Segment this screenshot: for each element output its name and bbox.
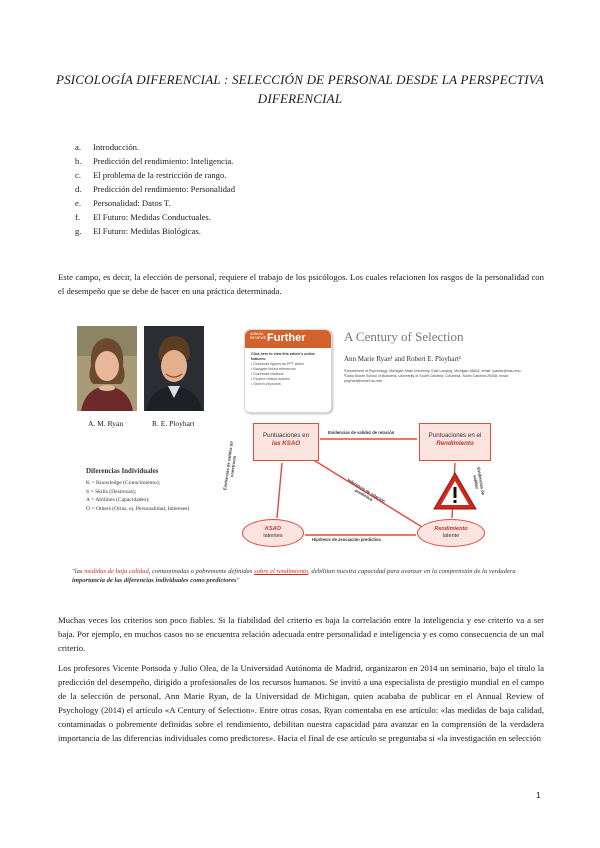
toc-letter: g.	[75, 226, 82, 236]
connector-label-right: Evidencias de validez	[472, 466, 486, 496]
latent-performance-box	[417, 519, 485, 547]
toc-letter: c.	[75, 170, 81, 180]
arrow-left	[277, 463, 282, 518]
toc-letter: e.	[75, 198, 81, 208]
photo-caption-ployhart: R. E. Ployhart	[152, 419, 195, 428]
quote-part: "	[236, 577, 240, 584]
further-item: • Download citations	[251, 372, 284, 376]
toc-text: El Futuro: Medidas Conductuales.	[93, 212, 211, 222]
latent-ksao-box	[242, 519, 304, 547]
toc-text: Predicción del rendimiento: Personalidad	[93, 184, 235, 194]
individual-differences-legend	[86, 467, 246, 513]
legend-line: A = Abilities (Capacidades);	[86, 497, 150, 503]
selection-figure	[72, 323, 542, 593]
toc-letter: d.	[75, 184, 82, 194]
further-click-text: Click here to view this article's online features:	[251, 352, 315, 361]
box-label-emphasis: KSAO	[265, 526, 281, 532]
toc-item	[75, 182, 235, 196]
box-label: latente	[442, 533, 460, 539]
toc-text: El Futuro: Medidas Biológicas.	[93, 226, 201, 236]
quote-highlight: medidas de baja calidad	[84, 568, 149, 575]
further-item: • Download figures as PPT slides	[251, 362, 304, 366]
table-of-contents	[75, 140, 235, 238]
connector-label-left: Evidencias de validez de constructo	[222, 440, 238, 491]
toc-text: Predicción del rendimiento: Inteligencia.	[93, 156, 234, 166]
box-label-emphasis: Rendimiento	[434, 526, 468, 532]
further-item: • Explore related articles	[251, 377, 290, 381]
toc-item	[75, 210, 235, 224]
intro-paragraph: Este campo, es decir, la elección de personal, requiere el trabajo de los psicólogos. Los cuales relacionen los rasgos de la personalidad con el desempeño que se debe de hacer en una práctica determinada.	[58, 272, 544, 296]
toc-text: Personalidad: Datos T.	[93, 198, 171, 208]
toc-text: Introducción.	[93, 142, 140, 152]
figure-quote	[72, 567, 542, 585]
article-title: A Century of Selection	[344, 329, 464, 344]
quote-emphasis: importancia de las diferencias individuales como predictores	[72, 577, 237, 584]
legend-title: Diferencias Individuales	[86, 467, 159, 475]
box-label: Puntuaciones en	[262, 432, 310, 439]
further-word: Further	[267, 332, 306, 344]
quote-part: , debilitan nuestra capacidad para avanzar en la comprensión de la verdadera	[308, 568, 516, 575]
document-title: PSICOLOGÍA DIFERENCIAL : SELECCIÓN DE PERSONAL DESDE LA PERSPECTIVA DIFERENCIAL	[55, 72, 545, 106]
seminar-paragraph: Los profesores Vicente Ponsoda y Julio Olea, de la Universidad Autónoma de Madrid, organizaron en 2014 un seminario, bajo el título la predicción del desempeño, dirigido a profesionales de los recursos humanos. Se invitó a una especialista de prestigio mundial en el campo de la selección de personal, Ann Marie Ryan, de la Universidad de Michigan, quien acababa de publicar en el Annual Review of Psychology (2014) el artículo «A Century of Selection». Entre otras cosas, Ryan comentaba en ese artículo: «las medidas de baja calidad, contaminadas o pobremente definidas sobre el rendimiento, debilitan nuestra capacidad para avanzar en la comprensión de la verdadera importancia de las diferencias individuales como predictores». Hacia el final de ese artículo se preguntaba si «la investigación en selección	[58, 663, 544, 743]
affiliation-line: ¹Department of Psychology, Michigan State University, East Lansing, Michigan 48824; email: ryanan@msu.edu	[344, 369, 521, 373]
toc-letter: b.	[75, 156, 82, 166]
box-label-emphasis: las KSAO	[271, 440, 301, 447]
legend-line: O = Others (Otras, ej. Personalidad, Intereses)	[86, 505, 190, 512]
quote-part: "las	[72, 568, 85, 575]
toc-item	[75, 154, 235, 168]
toc-item	[75, 168, 235, 182]
page-number: 1	[536, 790, 541, 800]
box-label: Puntuaciones en el	[428, 432, 482, 439]
quote-highlight-underlined: sobre el rendimiento	[254, 568, 309, 575]
article-authors: Ann Marie Ryan¹ and Robert E. Ployhart²	[344, 355, 461, 363]
ksao-scores-box	[253, 423, 319, 461]
toc-item	[75, 140, 235, 154]
photo-caption-ryan: A. M. Ryan	[88, 419, 124, 428]
quote-part: , contaminadas o pobremente definidas	[148, 568, 255, 575]
connector-label-bottom: Hipótesis de asociación predictiva	[312, 537, 381, 542]
further-small-label: ANNUAL REVIEWS	[250, 332, 267, 340]
toc-text: El problema de la restricción de rango.	[93, 170, 227, 180]
connector-label-top: Evidencias de validez de relación	[328, 430, 395, 435]
legend-line: S = Skills (Destrezas);	[86, 488, 137, 495]
performance-scores-box	[419, 423, 491, 461]
further-item: • Search keywords	[251, 382, 281, 386]
criteria-paragraph: Muchas veces los criterios son poco fiables. Si la fiabilidad del criterio es baja la correlación entre la inteligencia y ese criterio va a ser baja. Por ejemplo, en muchos casos no se encuentra relación adecuada entre personalidad e inteligencia y es como consecuencia de un mal criterio.	[58, 615, 544, 653]
toc-letter: f.	[75, 212, 81, 222]
box-label: latentes	[263, 533, 283, 539]
connector-label-diagonal: Inferencia de relación predictiva	[346, 477, 387, 504]
toc-letter: a.	[75, 142, 81, 152]
toc-item	[75, 196, 235, 210]
toc-item	[75, 224, 235, 238]
legend-line: K = Knowledge (Conocimiento);	[86, 480, 161, 486]
affiliation-line: ²Darla Moore School of Business, University of South Carolina, Columbia, South Carolina 29208; email: ployhart@moore.sc.edu	[344, 374, 509, 383]
further-item: • Navigate linked references	[251, 367, 296, 371]
box-label-emphasis: Rendimiento	[436, 440, 474, 447]
